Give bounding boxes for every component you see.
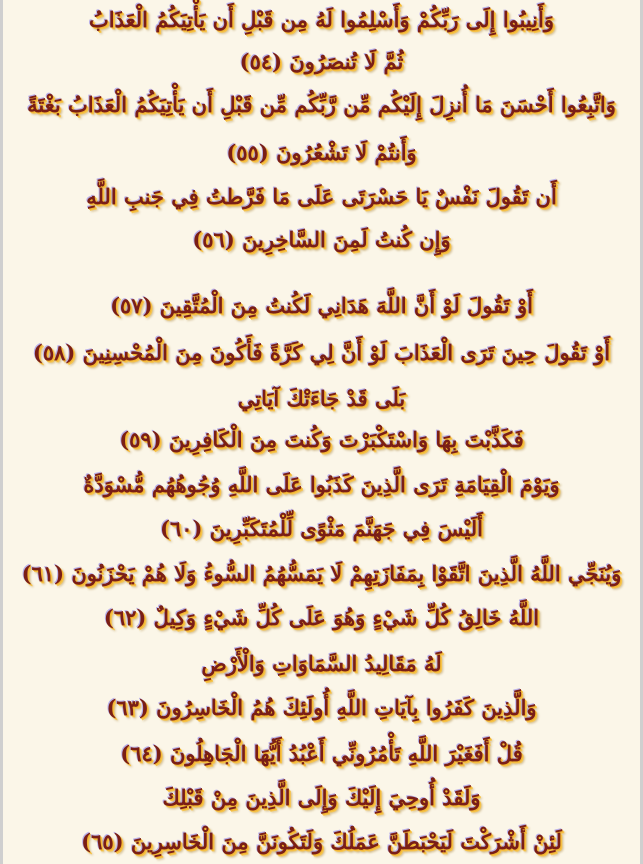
verse-text: أَوْ تَقُولَ حِينَ تَرَى الْعَذَابَ لَوْ أَنَّ لِي كَرَّةً فَأَكُونَ مِنَ الْمُحْسِنِينَ (٥٨): [33, 333, 610, 373]
verse-text: أَن تَقُولَ نَفْسٌ يَا حَسْرَتَى عَلَى مَا فَرَّطتُ فِي جَنبِ اللَّهِ: [86, 177, 557, 217]
verse-text: قُلْ أَفَغَيْرَ اللَّهِ تَأْمُرُونِّي أَعْبُدُ أَيُّهَا الْجَاهِلُونَ (٦٤): [120, 734, 522, 774]
verse-text: وَأَنِيبُوا إِلَى رَبِّكُمْ وَأَسْلِمُوا لَهُ مِن قَبْلِ أَن يَأْتِيَكُمُ الْعَذَابُ: [89, 0, 554, 40]
verse-text: وَالَّذِينَ كَفَرُوا بِآيَاتِ اللَّهِ أُولَئِكَ هُمُ الْخَاسِرُونَ (٦٣): [106, 688, 536, 728]
verse-text: وَأَنتُمْ لَا تَشْعُرُونَ (٥٥): [226, 133, 416, 173]
verse-text: أَلَيْسَ فِي جَهَنَّمَ مَثْوًى لِّلْمُتَكَبِّرِينَ (٦٠): [160, 509, 483, 549]
verse-text: لَئِنْ أَشْرَكْتَ لَيَحْبَطَنَّ عَمَلُكَ وَلَتَكُونَنَّ مِنَ الْخَاسِرِينَ (٦٥): [81, 822, 562, 862]
verse-line: [3, 42, 640, 82]
verse-line: [3, 734, 640, 774]
verse-line: [3, 465, 640, 505]
verse-line: [3, 778, 640, 818]
verse-text: فَكَذَّبْتَ بِهَا وَاسْتَكْبَرْتَ وَكُنتَ مِنَ الْكَافِرِينَ (٥٩): [119, 420, 524, 460]
verse-line: [3, 822, 640, 862]
verse-line: [3, 554, 640, 594]
verse-line: [3, 509, 640, 549]
verse-text: وَإِن كُنتُ لَمِنَ السَّاخِرِينَ (٥٦): [192, 220, 450, 260]
verse-line: [3, 133, 640, 173]
verse-line: [3, 379, 640, 419]
verse-line: [3, 688, 640, 728]
verse-text: وَاتَّبِعُوا أَحْسَنَ مَا أُنزِلَ إِلَيْكُم مِّن رَّبِّكُم مِّن قَبْلِ أَن يَأْتِيَكُمُ الْعَذَابُ بَغْتَةً: [27, 85, 616, 125]
verse-line: [3, 644, 640, 684]
verse-line: [3, 333, 640, 373]
verse-line: [3, 85, 640, 125]
verse-text: لَهُ مَقَالِيدُ السَّمَاوَاتِ وَالْأَرْضِ: [201, 644, 441, 684]
verse-line: [3, 177, 640, 217]
verse-text: بَلَى قَدْ جَاءَتْكَ آيَاتِي: [238, 379, 406, 419]
verse-line: [3, 0, 640, 40]
verse-text: أَوْ تَقُولَ لَوْ أَنَّ اللَّهَ هَدَانِي لَكُنتُ مِنَ الْمُتَّقِينَ (٥٧): [110, 286, 533, 326]
verse-text: وَيُنَجِّي اللَّهُ الَّذِينَ اتَّقَوْا بِمَفَازَتِهِمْ لَا يَمَسُّهُمُ السُّوءُ وَلَا هُمْ يَحْزَنُونَ (٦١): [22, 554, 622, 594]
verse-text: ثُمَّ لَا تُنصَرُونَ (٥٤): [240, 42, 404, 82]
verse-line: [3, 420, 640, 460]
verse-text: اللَّهُ خَالِقُ كُلِّ شَيْءٍ وَهُوَ عَلَى كُلِّ شَيْءٍ وَكِيلٌ (٦٢): [104, 598, 539, 638]
verse-line: [3, 286, 640, 326]
verse-text: وَيَوْمَ الْقِيَامَةِ تَرَى الَّذِينَ كَذَبُوا عَلَى اللَّهِ وُجُوهُهُم مُّسْوَدَّةٌ: [83, 465, 559, 505]
verse-line: [3, 220, 640, 260]
verse-line: [3, 598, 640, 638]
verse-text: وَلَقَدْ أُوحِيَ إِلَيْكَ وَإِلَى الَّذِينَ مِنْ قَبْلِكَ: [162, 778, 480, 818]
